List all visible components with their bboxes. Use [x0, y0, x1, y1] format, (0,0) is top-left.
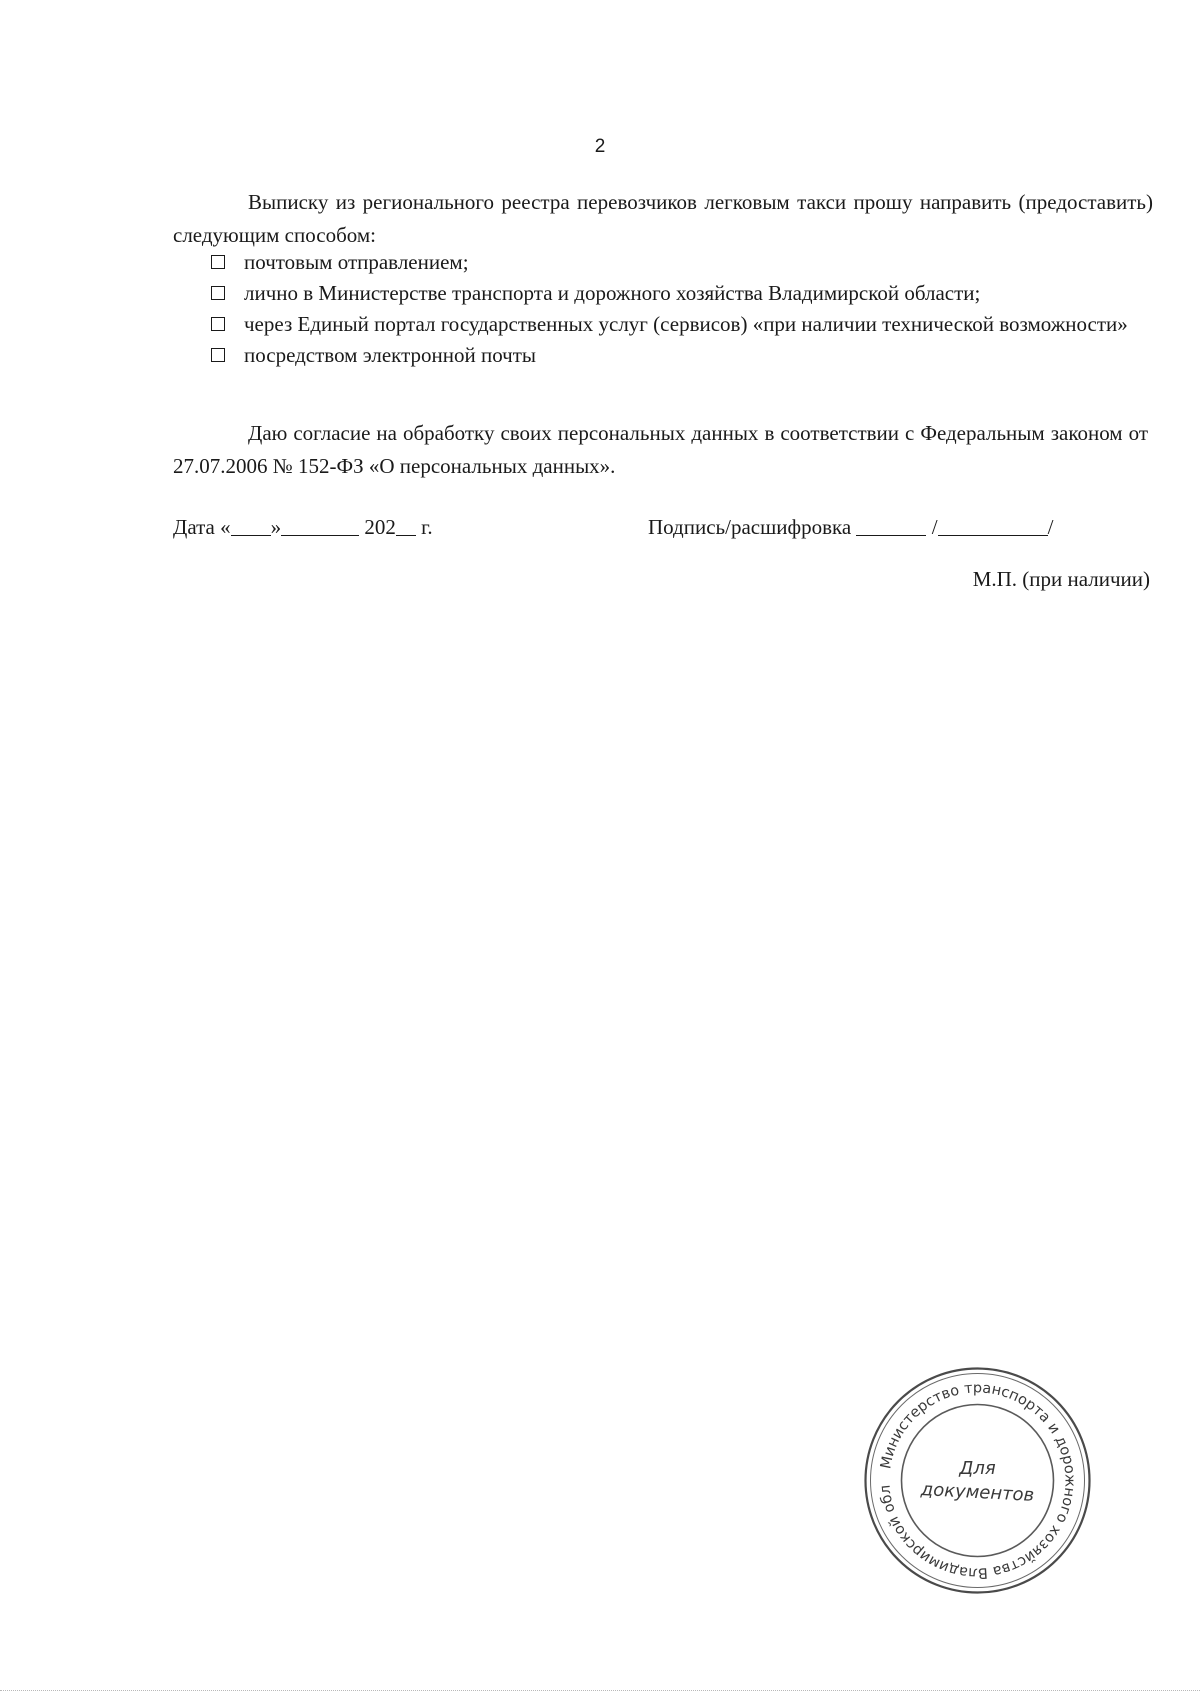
- option-post: [211, 248, 1156, 277]
- date-month-blank[interactable]: [281, 515, 359, 536]
- date-close-quote: »: [270, 515, 282, 539]
- date-year-prefix: 202: [364, 515, 396, 539]
- date-year-suffix: г.: [415, 515, 433, 539]
- signature-slash-1: /: [931, 515, 938, 539]
- signature-slash-2: /: [1047, 515, 1054, 539]
- paragraph-consent-text: Даю согласие на обработку своих персональных данных в соответствии с Федеральным законом от 27.07.2006 № 152-ФЗ «О персональных данных».: [173, 421, 1148, 478]
- stamp-center-line-2: документов: [920, 1479, 1035, 1506]
- date-label: Дата «: [173, 515, 231, 539]
- signature-line: [648, 515, 1053, 540]
- official-stamp: [860, 1363, 1095, 1598]
- scan-bottom-edge: [0, 1690, 1200, 1691]
- option-in-person-label: лично в Министерстве транспорта и дорожного хозяйства Владимирской области;: [244, 281, 981, 305]
- paragraph-request: [173, 186, 1153, 252]
- paragraph-request-text: Выписку из регионального реестра перевозчиков легковым такси прошу направить (предоставить) следующим способом:: [173, 190, 1153, 247]
- checkbox-email[interactable]: [211, 348, 225, 362]
- delivery-options-list: [211, 248, 1156, 372]
- checkbox-post[interactable]: [211, 255, 225, 269]
- seal-note: М.П. (при наличии): [972, 567, 1150, 591]
- checkbox-in-person[interactable]: [211, 286, 225, 300]
- name-decoding-blank[interactable]: [938, 515, 1048, 536]
- stamp-center-line-1: Для: [959, 1458, 996, 1479]
- checkbox-portal[interactable]: [211, 317, 225, 331]
- stamp-ring-text: Министерство транспорта и дорожного хозяйства Владимирской обл: [877, 1380, 1078, 1581]
- date-line: [173, 515, 433, 540]
- date-year-blank[interactable]: [396, 515, 416, 536]
- option-post-label: почтовым отправлением;: [244, 250, 469, 274]
- page-number: 2: [594, 136, 606, 157]
- option-portal-label: через Единый портал государственных услуг (сервисов) «при наличии технической возможности»: [244, 312, 1128, 336]
- paragraph-consent: [173, 417, 1148, 483]
- option-email-label: посредством электронной почты: [244, 343, 537, 367]
- option-email: [211, 341, 1156, 370]
- signature-label: Подпись/расшифровка: [648, 515, 857, 539]
- signature-blank[interactable]: [856, 515, 926, 536]
- option-in-person: [211, 279, 1156, 308]
- option-portal: [211, 310, 1156, 339]
- date-day-blank[interactable]: [231, 515, 271, 536]
